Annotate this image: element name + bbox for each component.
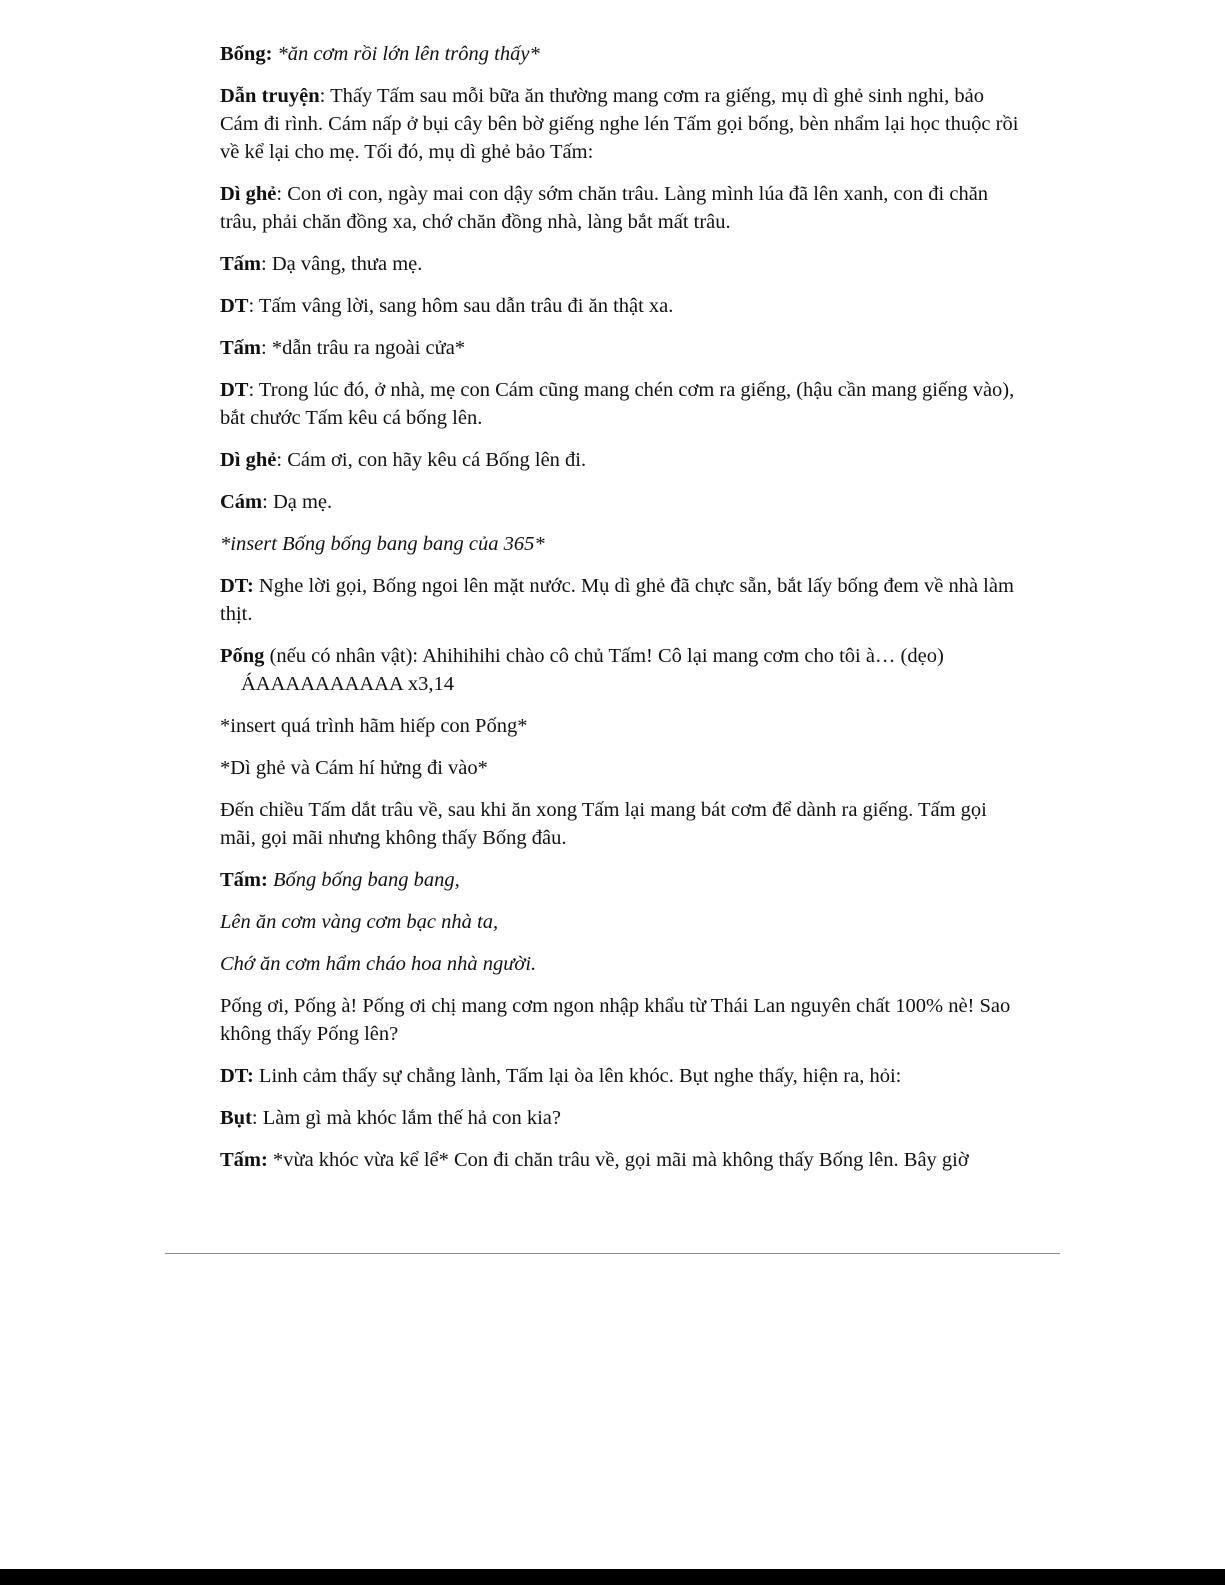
speaker-label: Pống bbox=[220, 645, 265, 667]
line-text: *insert Bống bống bang bang của 365* bbox=[220, 533, 545, 555]
dialogue-line bbox=[220, 250, 1020, 278]
speaker-label: Bụt bbox=[220, 1107, 252, 1129]
dialogue-line bbox=[220, 1104, 1020, 1132]
line-text: Nghe lời gọi, Bống ngoi lên mặt nước. Mụ dì ghẻ đã chực sẵn, bắt lấy bống đem về nhà làm thịt. bbox=[220, 575, 1014, 625]
line-text: Lên ăn cơm vàng cơm bạc nhà ta, bbox=[220, 911, 499, 933]
speaker-label: DT bbox=[220, 379, 249, 401]
dialogue-line bbox=[220, 488, 1020, 516]
dialogue-line bbox=[220, 992, 1020, 1048]
speaker-label: DT bbox=[220, 295, 249, 317]
dialogue-line bbox=[220, 180, 1020, 236]
verse-line bbox=[220, 950, 1020, 978]
line-text: Linh cảm thấy sự chẳng lành, Tấm lại òa lên khóc. Bụt nghe thấy, hiện ra, hỏi: bbox=[253, 1065, 902, 1087]
line-text: Chớ ăn cơm hẩm cháo hoa nhà người. bbox=[220, 953, 537, 975]
line-text: : Dạ mẹ. bbox=[262, 491, 333, 513]
line-text: *Dì ghẻ và Cám hí hửng đi vào* bbox=[220, 757, 488, 779]
speaker-label: Tấm: bbox=[220, 869, 268, 891]
line-text: : Cám ơi, con hãy kêu cá Bống lên đi. bbox=[276, 449, 587, 471]
narration-line bbox=[220, 572, 1020, 628]
narration-line bbox=[220, 292, 1020, 320]
line-text: Bống bống bang bang, bbox=[267, 869, 460, 891]
dialogue-line bbox=[220, 446, 1020, 474]
speaker-label: Dì ghẻ bbox=[220, 183, 277, 205]
line-text: *ăn cơm rồi lớn lên trông thấy* bbox=[272, 43, 540, 65]
speaker-label: DT: bbox=[220, 575, 254, 597]
dialogue-line bbox=[220, 334, 1020, 362]
line-text: : Thấy Tấm sau mỗi bữa ăn thường mang cơm ra giếng, mụ dì ghẻ sinh nghi, bảo Cám đi rình. Cám nấp ở bụi cây bên bờ giếng nghe lén Tấm gọi bống, bèn nhẩm lại học thuộc rồi về kể lại cho mẹ. Tối đó, mụ dì ghẻ bảo Tấm: bbox=[220, 85, 1019, 163]
line-continuation: ÁAAAAAAAAAA x3,14 bbox=[241, 673, 454, 695]
speaker-label: DT: bbox=[220, 1065, 254, 1087]
line-text: : Dạ vâng, thưa mẹ. bbox=[261, 253, 423, 275]
line-text: : Làm gì mà khóc lắm thế hả con kia? bbox=[251, 1107, 562, 1129]
verse-line bbox=[220, 908, 1020, 936]
line-text: *insert quá trình hãm hiếp con Pống* bbox=[220, 715, 528, 737]
narration-line bbox=[220, 82, 1020, 166]
line-text: : Con ơi con, ngày mai con dậy sớm chăn trâu. Làng mình lúa đã lên xanh, con đi chăn trâu, phải chăn đồng xa, chớ chăn đồng nhà, làng bắt mất trâu. bbox=[220, 183, 989, 233]
narration-line bbox=[220, 1062, 1020, 1090]
bottom-edge-bar bbox=[0, 1569, 1225, 1585]
stage-direction bbox=[220, 712, 1020, 740]
line-text: Pống ơi, Pống à! Pống ơi chị mang cơm ngon nhập khẩu từ Thái Lan nguyên chất 100% nè! Sao không thấy Pống lên? bbox=[220, 995, 1011, 1045]
dialogue-line bbox=[220, 642, 1020, 698]
line-text: *vừa khóc vừa kể lể* Con đi chăn trâu về, gọi mãi mà không thấy Bống lên. Bây giờ bbox=[267, 1149, 969, 1171]
speaker-label: Tấm: bbox=[220, 1149, 268, 1171]
narration-line bbox=[220, 376, 1020, 432]
dialogue-line bbox=[220, 1146, 1020, 1174]
dialogue-line bbox=[220, 40, 1020, 68]
speaker-label: Cám bbox=[220, 491, 263, 513]
stage-direction bbox=[220, 754, 1020, 782]
speaker-label: Bống: bbox=[220, 43, 273, 65]
line-text: Đến chiều Tấm dắt trâu về, sau khi ăn xong Tấm lại mang bát cơm để dành ra giếng. Tấm gọi mãi, gọi mãi nhưng không thấy Bống đâu. bbox=[220, 799, 987, 849]
line-text: : *dẫn trâu ra ngoài cửa* bbox=[261, 337, 466, 359]
page-break-divider bbox=[165, 1253, 1060, 1254]
line-text: : Tấm vâng lời, sang hôm sau dẫn trâu đi ăn thật xa. bbox=[248, 295, 674, 317]
line-text: : Trong lúc đó, ở nhà, mẹ con Cám cũng mang chén cơm ra giếng, (hậu cần mang giếng vào), bắt chước Tấm kêu cá bống lên. bbox=[220, 379, 1015, 429]
stage-direction bbox=[220, 530, 1020, 558]
speaker-label: Tấm bbox=[220, 337, 261, 359]
speaker-label: Dì ghẻ bbox=[220, 449, 277, 471]
speaker-label: Dẫn truyện bbox=[220, 85, 320, 107]
document-body bbox=[220, 40, 1020, 1188]
narration-line bbox=[220, 796, 1020, 852]
line-text: (nếu có nhân vật): Ahihihihi chào cô chủ Tấm! Cô lại mang cơm cho tôi à… (dẹo) bbox=[264, 645, 944, 667]
speaker-label: Tấm bbox=[220, 253, 261, 275]
dialogue-line bbox=[220, 866, 1020, 894]
